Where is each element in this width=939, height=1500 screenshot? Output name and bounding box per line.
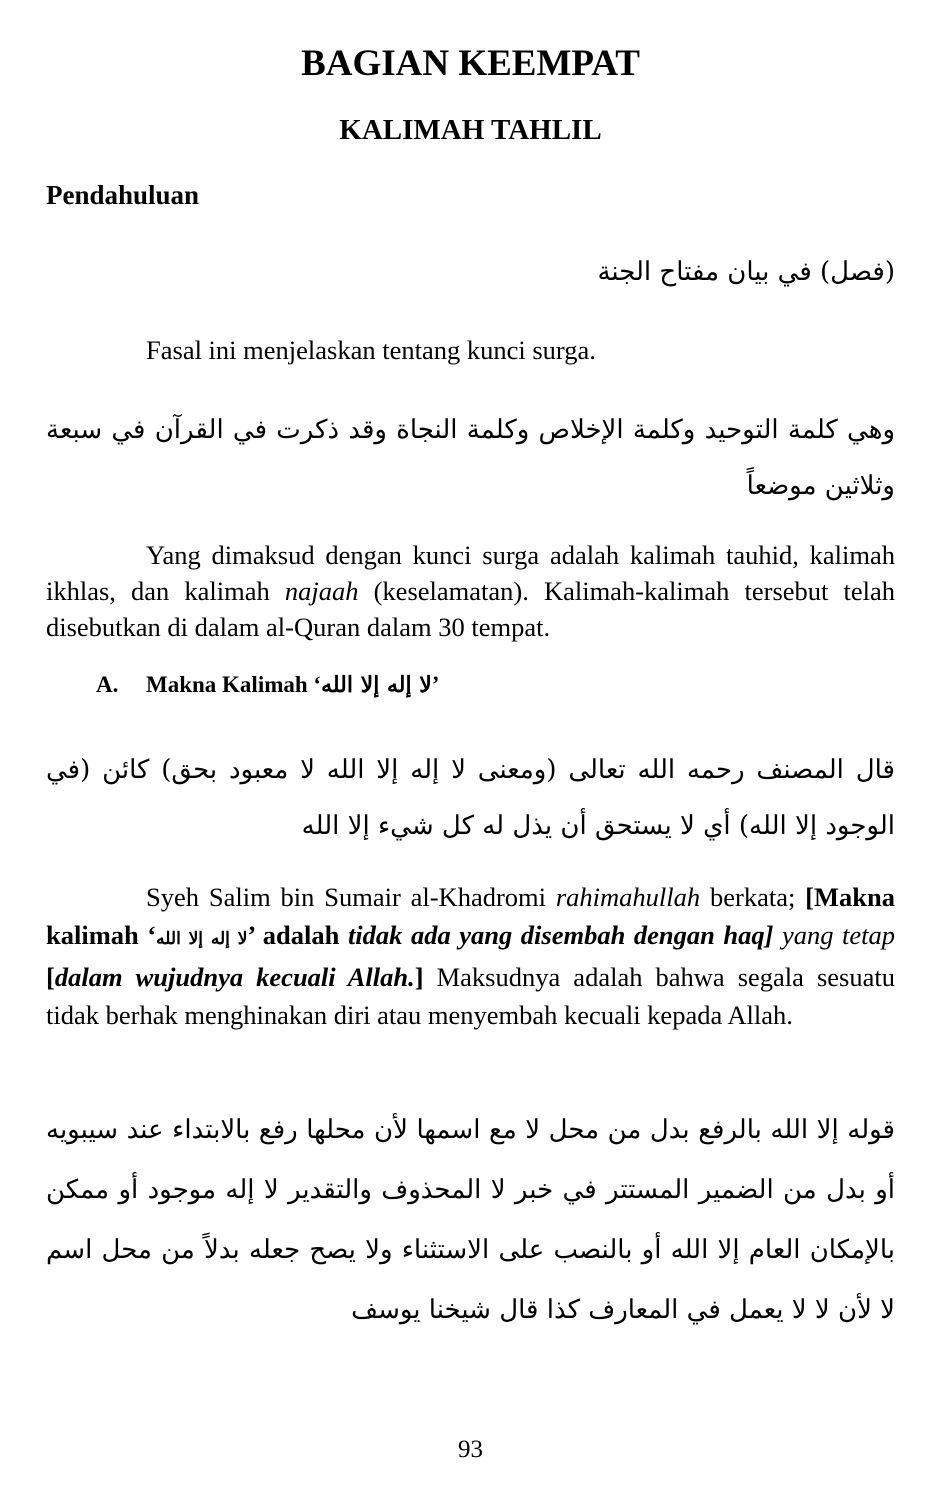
paragraph-2 xyxy=(46,537,895,645)
section-a-heading xyxy=(96,672,439,698)
arabic-text-2: وهي كلمة التوحيد وكلمة الإخلاص وكلمة النجاة وقد ذكرت في القرآن في سبعة وثلاثين موضعاً xyxy=(46,415,895,501)
intro-heading: Pendahuluan xyxy=(46,180,200,210)
p3-intro: Syeh Salim bin Sumair al-Khadromi xyxy=(146,882,556,912)
section-letter: A. xyxy=(96,672,119,697)
paragraph-2-text-end: (keselamatan). Kalimah-kalimah tersebut telah disebutkan di dalam al-Quran dalam 30 tempat. xyxy=(46,576,895,642)
p3-bold-3: [ xyxy=(46,962,55,992)
p3-intro-italic: rahimahullah xyxy=(555,882,701,912)
p3-bold-2: ’ adalah xyxy=(247,920,348,950)
p3-bold-1: [Makna kalimah ‘ xyxy=(46,882,895,950)
p3-italic-mid: yang tetap xyxy=(773,920,896,950)
arabic-text-4: قوله إلا الله بالرفع بدل من محل لا مع اسمها لأن محلها رفع بالابتداء عند سيبويه أو بدل من الضمير المستتر في خبر لا المحذوف والتقدير لا إله موجود أو ممكن بالإمكان العام إلا الله أو بالنصب على الاستثناء ولا يصح جعله بدلاً من محل اسم لا لأن لا لا يعمل في المعارف كذا قال شيخنا يوسف xyxy=(46,1115,895,1325)
p3-rest: Maksudnya adalah bahwa segala sesuatu tidak berhak menghinakan diri atau menyembah kecuali kepada Allah. xyxy=(46,962,895,1030)
paragraph-2-text: Yang dimaksud dengan kunci surga adalah kalimah tauhid, kalimah ikhlas, dan kalimah xyxy=(46,540,895,606)
book-page xyxy=(46,0,895,1500)
paragraph-2-italic: najaah xyxy=(284,576,359,606)
p3-bold-italic-2: dalam wujudnya kecuali Allah. xyxy=(54,962,415,992)
section-label: Makna Kalimah xyxy=(146,672,308,697)
p3-bold-italic-1: tidak ada yang disembah dengan haq] xyxy=(347,920,774,950)
arabic-fasal-heading: (فصل) في بيان مفتاح الجنة xyxy=(597,257,895,287)
page-number: 93 xyxy=(458,1436,483,1463)
chapter-title: BAGIAN KEEMPAT xyxy=(301,43,640,84)
p3-bold-4: ] xyxy=(414,962,424,992)
paragraph-3 xyxy=(46,878,895,1034)
p3-intro-end: berkata; xyxy=(700,882,806,912)
quote-close: ’ xyxy=(431,672,440,697)
section-arabic: لا إله إلا الله xyxy=(321,672,432,698)
arabic-text-3: قال المصنف رحمه الله تعالى (ومعنى لا إله إلا الله لا معبود بحق) كائن (في الوجود إلا الله) أي لا يستحق أن يذل له كل شيء إلا الله xyxy=(46,755,895,841)
quote-open: ‘ xyxy=(313,672,322,697)
p3-bold-arabic: لا إله إلا الله xyxy=(156,929,248,949)
chapter-subtitle: KALIMAH TAHLIL xyxy=(339,114,602,146)
paragraph-1: Fasal ini menjelaskan tentang kunci surga. xyxy=(146,335,596,365)
